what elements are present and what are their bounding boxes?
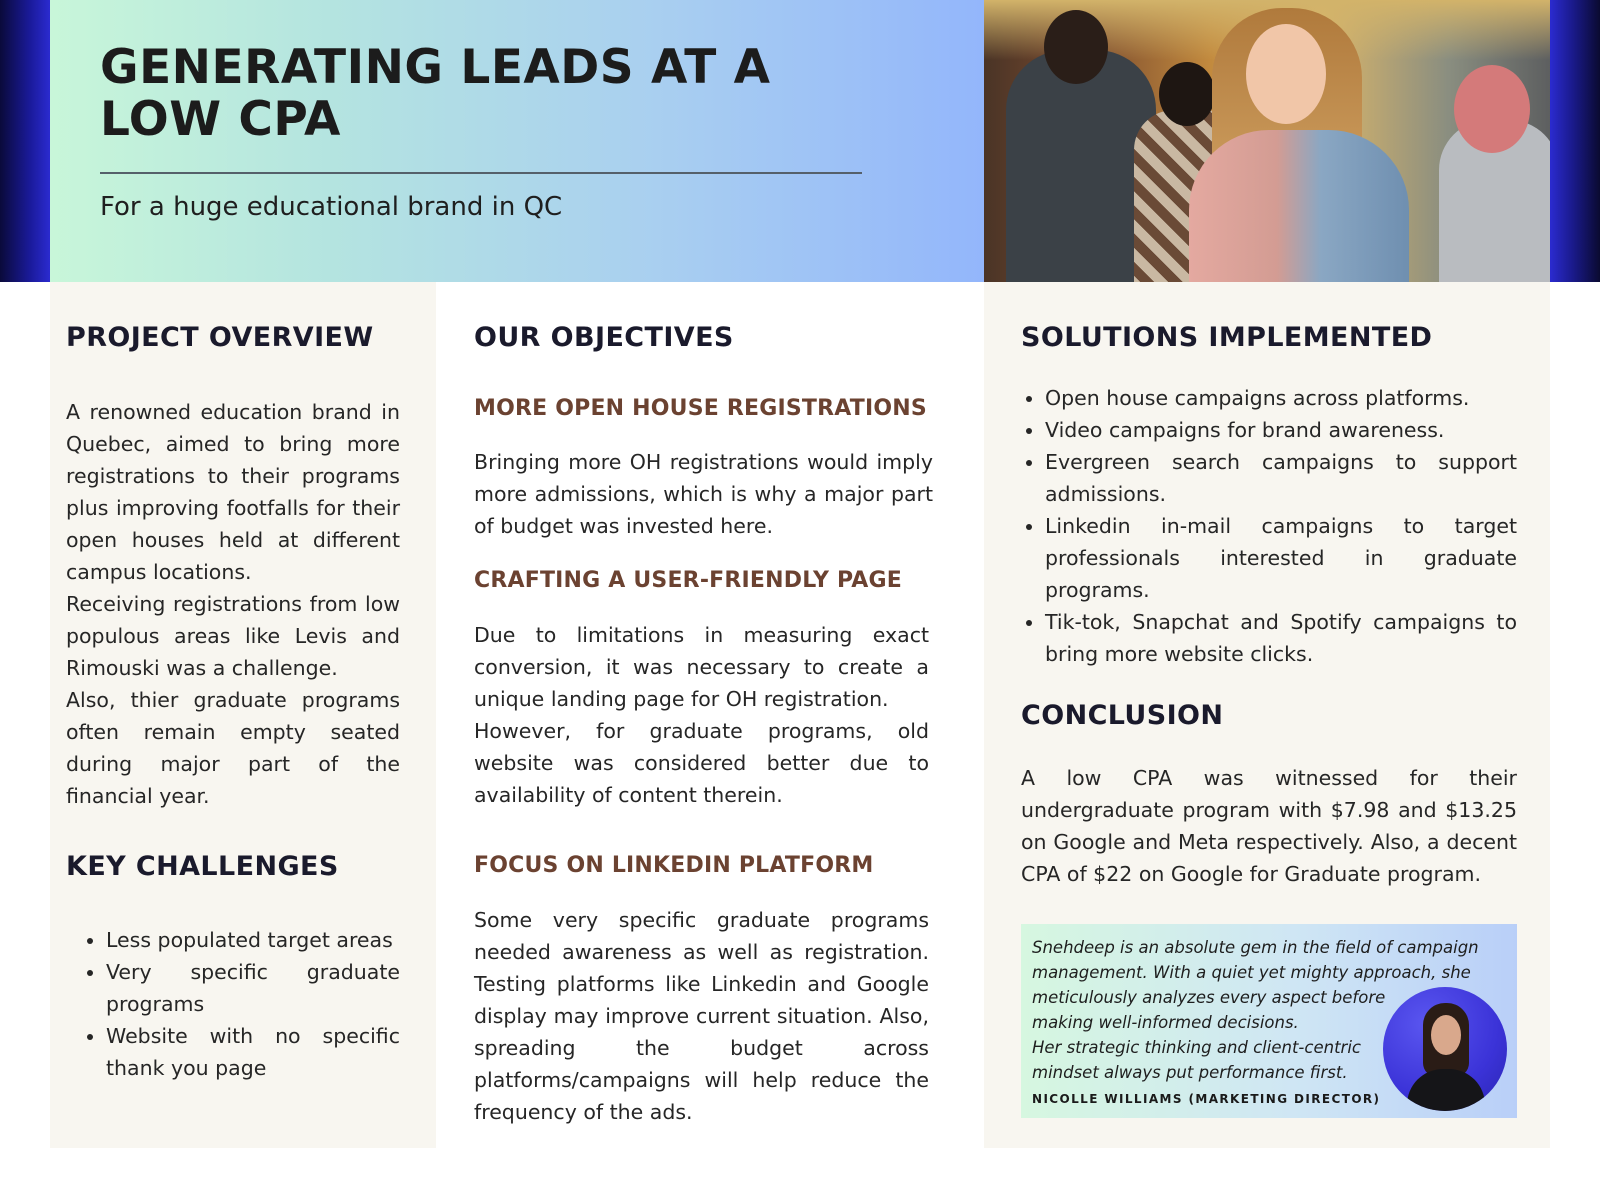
quote-line: management. With a quiet yet mighty approach, she: [1032, 963, 1471, 982]
objective-paragraph: However, for graduate programs, old website was considered better due to availability of content therein.: [474, 719, 929, 807]
title-divider: [100, 172, 862, 174]
project-overview-paragraph: Also, thier graduate programs often remain empty seated during major part of the financial year.: [66, 688, 400, 808]
page-title: GENERATING LEADS AT A LOW CPA: [100, 40, 771, 147]
objective-body: Bringing more OH registrations would imply more admissions, which is why a major part of budget was invested here.: [474, 450, 933, 538]
header-banner: [50, 0, 984, 282]
list-item: • Very specific graduate programs: [106, 956, 400, 1020]
quote-line: Snehdeep is an absolute gem in the field of campaign: [1032, 938, 1479, 957]
solutions-list: [1021, 382, 1517, 670]
quote-line: mindset always put performance first.: [1032, 1063, 1348, 1082]
quote-line: Her strategic thinking and client-centric: [1032, 1038, 1361, 1057]
objectives-heading: OUR OBJECTIVES: [474, 322, 734, 353]
student-figure: [1189, 130, 1409, 282]
solutions-heading: SOLUTIONS IMPLEMENTED: [1021, 322, 1433, 353]
avatar: [1383, 987, 1507, 1111]
student-head: [1159, 62, 1215, 126]
project-overview-text: [66, 396, 400, 812]
objective-body: [474, 619, 929, 811]
project-overview-heading: PROJECT OVERVIEW: [66, 322, 374, 353]
objective-body: Some very specific graduate programs needed awareness as well as registration. Testing platforms like Linkedin and Google display may improve current situation. Also, spreading the budget across platforms/campaigns will help reduce the frequency of the ads.: [474, 908, 929, 1124]
list-item: • Tik-tok, Snapchat and Spotify campaigns to bring more website clicks.: [1045, 606, 1517, 670]
right-edge-decoration: [1550, 0, 1600, 282]
list-item: • Website with no specific thank you page: [106, 1020, 400, 1084]
list-item: • Evergreen search campaigns to support admissions.: [1045, 446, 1517, 510]
project-overview-paragraph: Receiving registrations from low populous areas like Levis and Rimouski was a challenge.: [66, 592, 400, 680]
left-edge-decoration: [0, 0, 50, 282]
list-item: • Linkedin in-mail campaigns to target professionals interested in graduate programs.: [1045, 510, 1517, 606]
list-item: • Less populated target areas: [106, 924, 400, 956]
testimonial-author: NICOLLE WILLIAMS (MARKETING DIRECTOR): [1032, 1092, 1381, 1106]
key-challenges-list: [82, 924, 400, 1084]
conclusion-heading: CONCLUSION: [1021, 700, 1224, 731]
key-challenges-heading: KEY CHALLENGES: [66, 851, 339, 882]
page-subtitle: For a huge educational brand in QC: [100, 192, 563, 222]
student-head: [1454, 65, 1530, 153]
student-face: [1246, 24, 1326, 124]
objective-title: MORE OPEN HOUSE REGISTRATIONS: [474, 396, 927, 421]
project-overview-paragraph: A renowned education brand in Quebec, aimed to bring more registrations to their programs plus improving footfalls for their open houses held at different campus locations.: [66, 400, 400, 584]
quote-line: meticulously analyzes every aspect before: [1032, 988, 1386, 1007]
list-item: • Open house campaigns across platforms.: [1045, 382, 1517, 414]
objective-title: FOCUS ON LINKEDIN PLATFORM: [474, 853, 874, 878]
objective-paragraph: Due to limitations in measuring exact conversion, it was necessary to create a unique landing page for OH registration.: [474, 623, 929, 711]
students-photo: [984, 0, 1550, 282]
list-item: • Video campaigns for brand awareness.: [1045, 414, 1517, 446]
objective-title: CRAFTING A USER-FRIENDLY PAGE: [474, 568, 903, 593]
student-head: [1044, 10, 1108, 84]
quote-line: making well-informed decisions.: [1032, 1013, 1299, 1032]
conclusion-text: A low CPA was witnessed for their undergraduate program with $7.98 and $13.25 on Google and Meta respectively. Also, a decent CPA of $22 on Google for Graduate program.: [1021, 766, 1517, 886]
